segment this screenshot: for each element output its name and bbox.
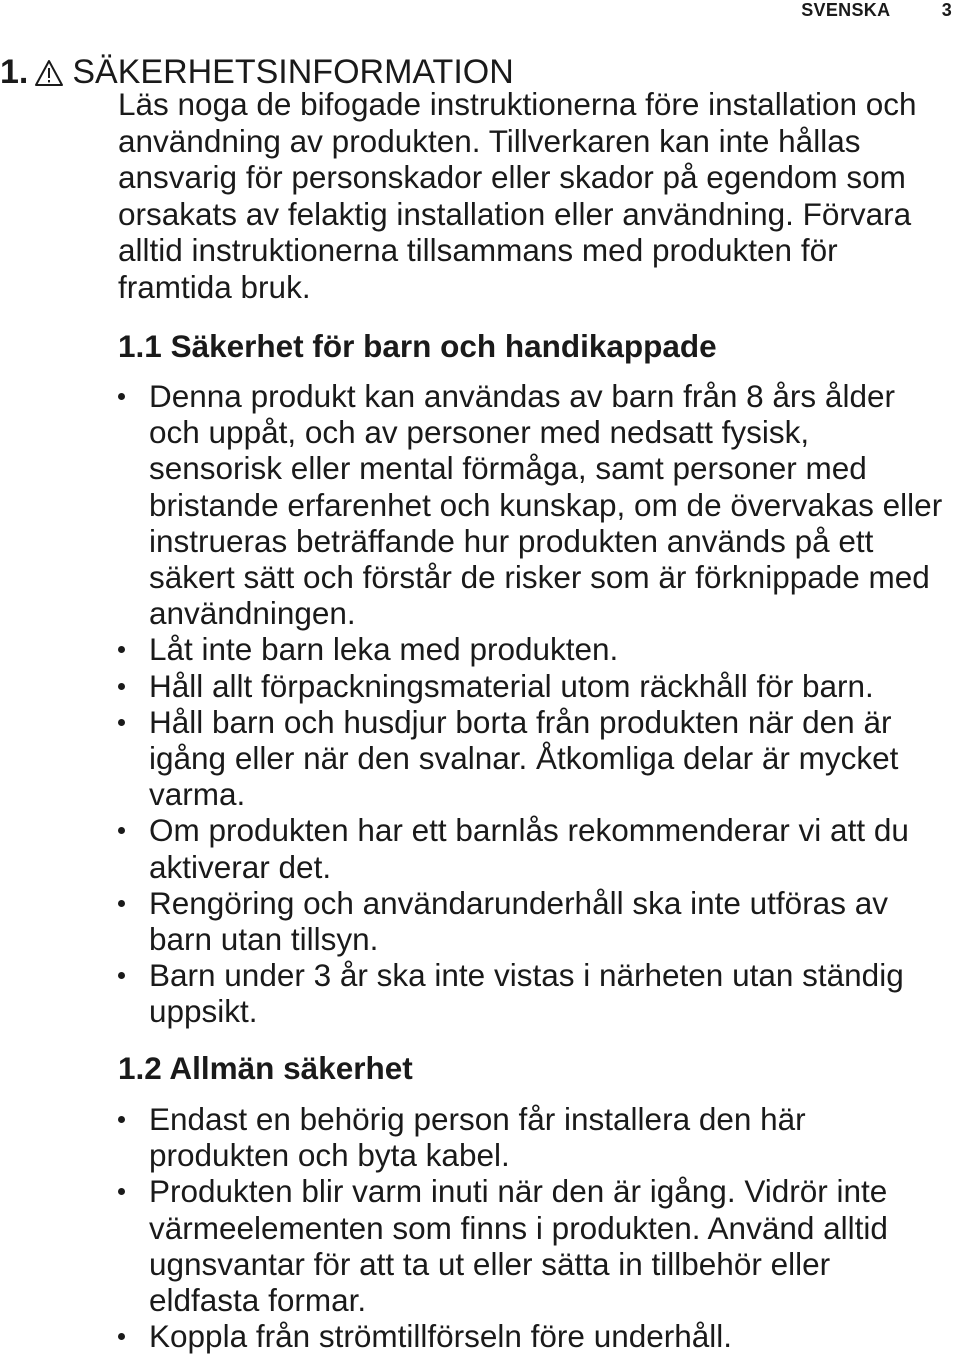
child-safety-list xyxy=(118,378,948,1030)
page-number: 3 xyxy=(941,0,952,20)
warning-triangle-icon xyxy=(34,57,64,96)
list-item-text: Produkten blir varm inuti när den är igång. Vidrör inte värmeelementen som finns i produkten. Använd alltid ugnsvantar för att ta ut eller sätta in tillbehör eller eldfasta formar. xyxy=(149,1173,888,1319)
general-safety-list xyxy=(118,1101,948,1354)
section-number: 1.2 xyxy=(118,1050,162,1086)
list-item-text: Håll barn och husdjur borta från produkten när den är igång eller när den svalnar. Åtkomliga delar är mycket varma. xyxy=(149,703,899,813)
list-item xyxy=(118,631,948,667)
language-label: SVENSKA xyxy=(801,0,891,20)
section-title: Säkerhet för barn och handikappade xyxy=(170,328,717,364)
list-item xyxy=(118,1173,948,1318)
list-item xyxy=(118,957,948,1029)
bullet-icon xyxy=(118,972,125,979)
list-item-text: Barn under 3 år ska inte vistas i närheten utan ständig uppsikt. xyxy=(149,957,904,1030)
list-item xyxy=(118,885,948,957)
bullet-icon xyxy=(118,1333,125,1340)
page-header xyxy=(801,0,952,21)
title-text: SÄKERHETSINFORMATION xyxy=(72,52,514,91)
section-title: Allmän säkerhet xyxy=(169,1050,413,1086)
bullet-icon xyxy=(118,719,125,726)
list-item xyxy=(118,668,948,704)
section-heading-general-safety xyxy=(118,1050,413,1087)
list-item-text: Rengöring och användarunderhåll ska inte utföras av barn utan tillsyn. xyxy=(149,884,888,958)
title-number: 1. xyxy=(0,52,29,91)
section-heading-child-safety xyxy=(118,328,717,365)
list-item-text: Låt inte barn leka med produkten. xyxy=(149,631,619,668)
bullet-icon xyxy=(118,900,125,907)
section-number: 1.1 xyxy=(118,328,162,364)
list-item-text: Endast en behörig person får installera den här produkten och byta kabel. xyxy=(149,1101,806,1174)
list-item xyxy=(118,378,948,631)
list-item xyxy=(118,1318,948,1354)
bullet-icon xyxy=(118,827,125,834)
intro-paragraph: Läs noga de bifogade instruktionerna före installation och användning av produkten. Tillverkaren kan inte hållas ansvarig för personskador eller skador på egendom som orsakats av felaktig installation eller användning. Förvara alltid instruktionerna tillsammans med produkten för framtida bruk. xyxy=(118,86,917,305)
bullet-icon xyxy=(118,1116,125,1123)
bullet-icon xyxy=(118,683,125,690)
list-item xyxy=(118,704,948,813)
list-item-text: Håll allt förpackningsmaterial utom räckhåll för barn. xyxy=(149,667,874,704)
list-item xyxy=(118,812,948,884)
list-item-text: Denna produkt kan användas av barn från 8 års ålder och uppåt, och av personer med nedsatt fysisk, sensorisk eller mental förmåga, samt personer med bristande erfarenhet och kunskap, om de övervakas eller instrueras beträffande hur produkten används på ett säkert sätt och förstår de risker som är förknippade med användningen. xyxy=(149,378,943,632)
bullet-icon xyxy=(118,393,125,400)
list-item-text: Koppla från strömtillförseln före underhåll. xyxy=(149,1318,733,1355)
list-item xyxy=(118,1101,948,1173)
list-item-text: Om produkten har ett barnlås rekommenderar vi att du aktiverar det. xyxy=(149,812,909,885)
bullet-icon xyxy=(118,1188,125,1195)
bullet-icon xyxy=(118,646,125,653)
